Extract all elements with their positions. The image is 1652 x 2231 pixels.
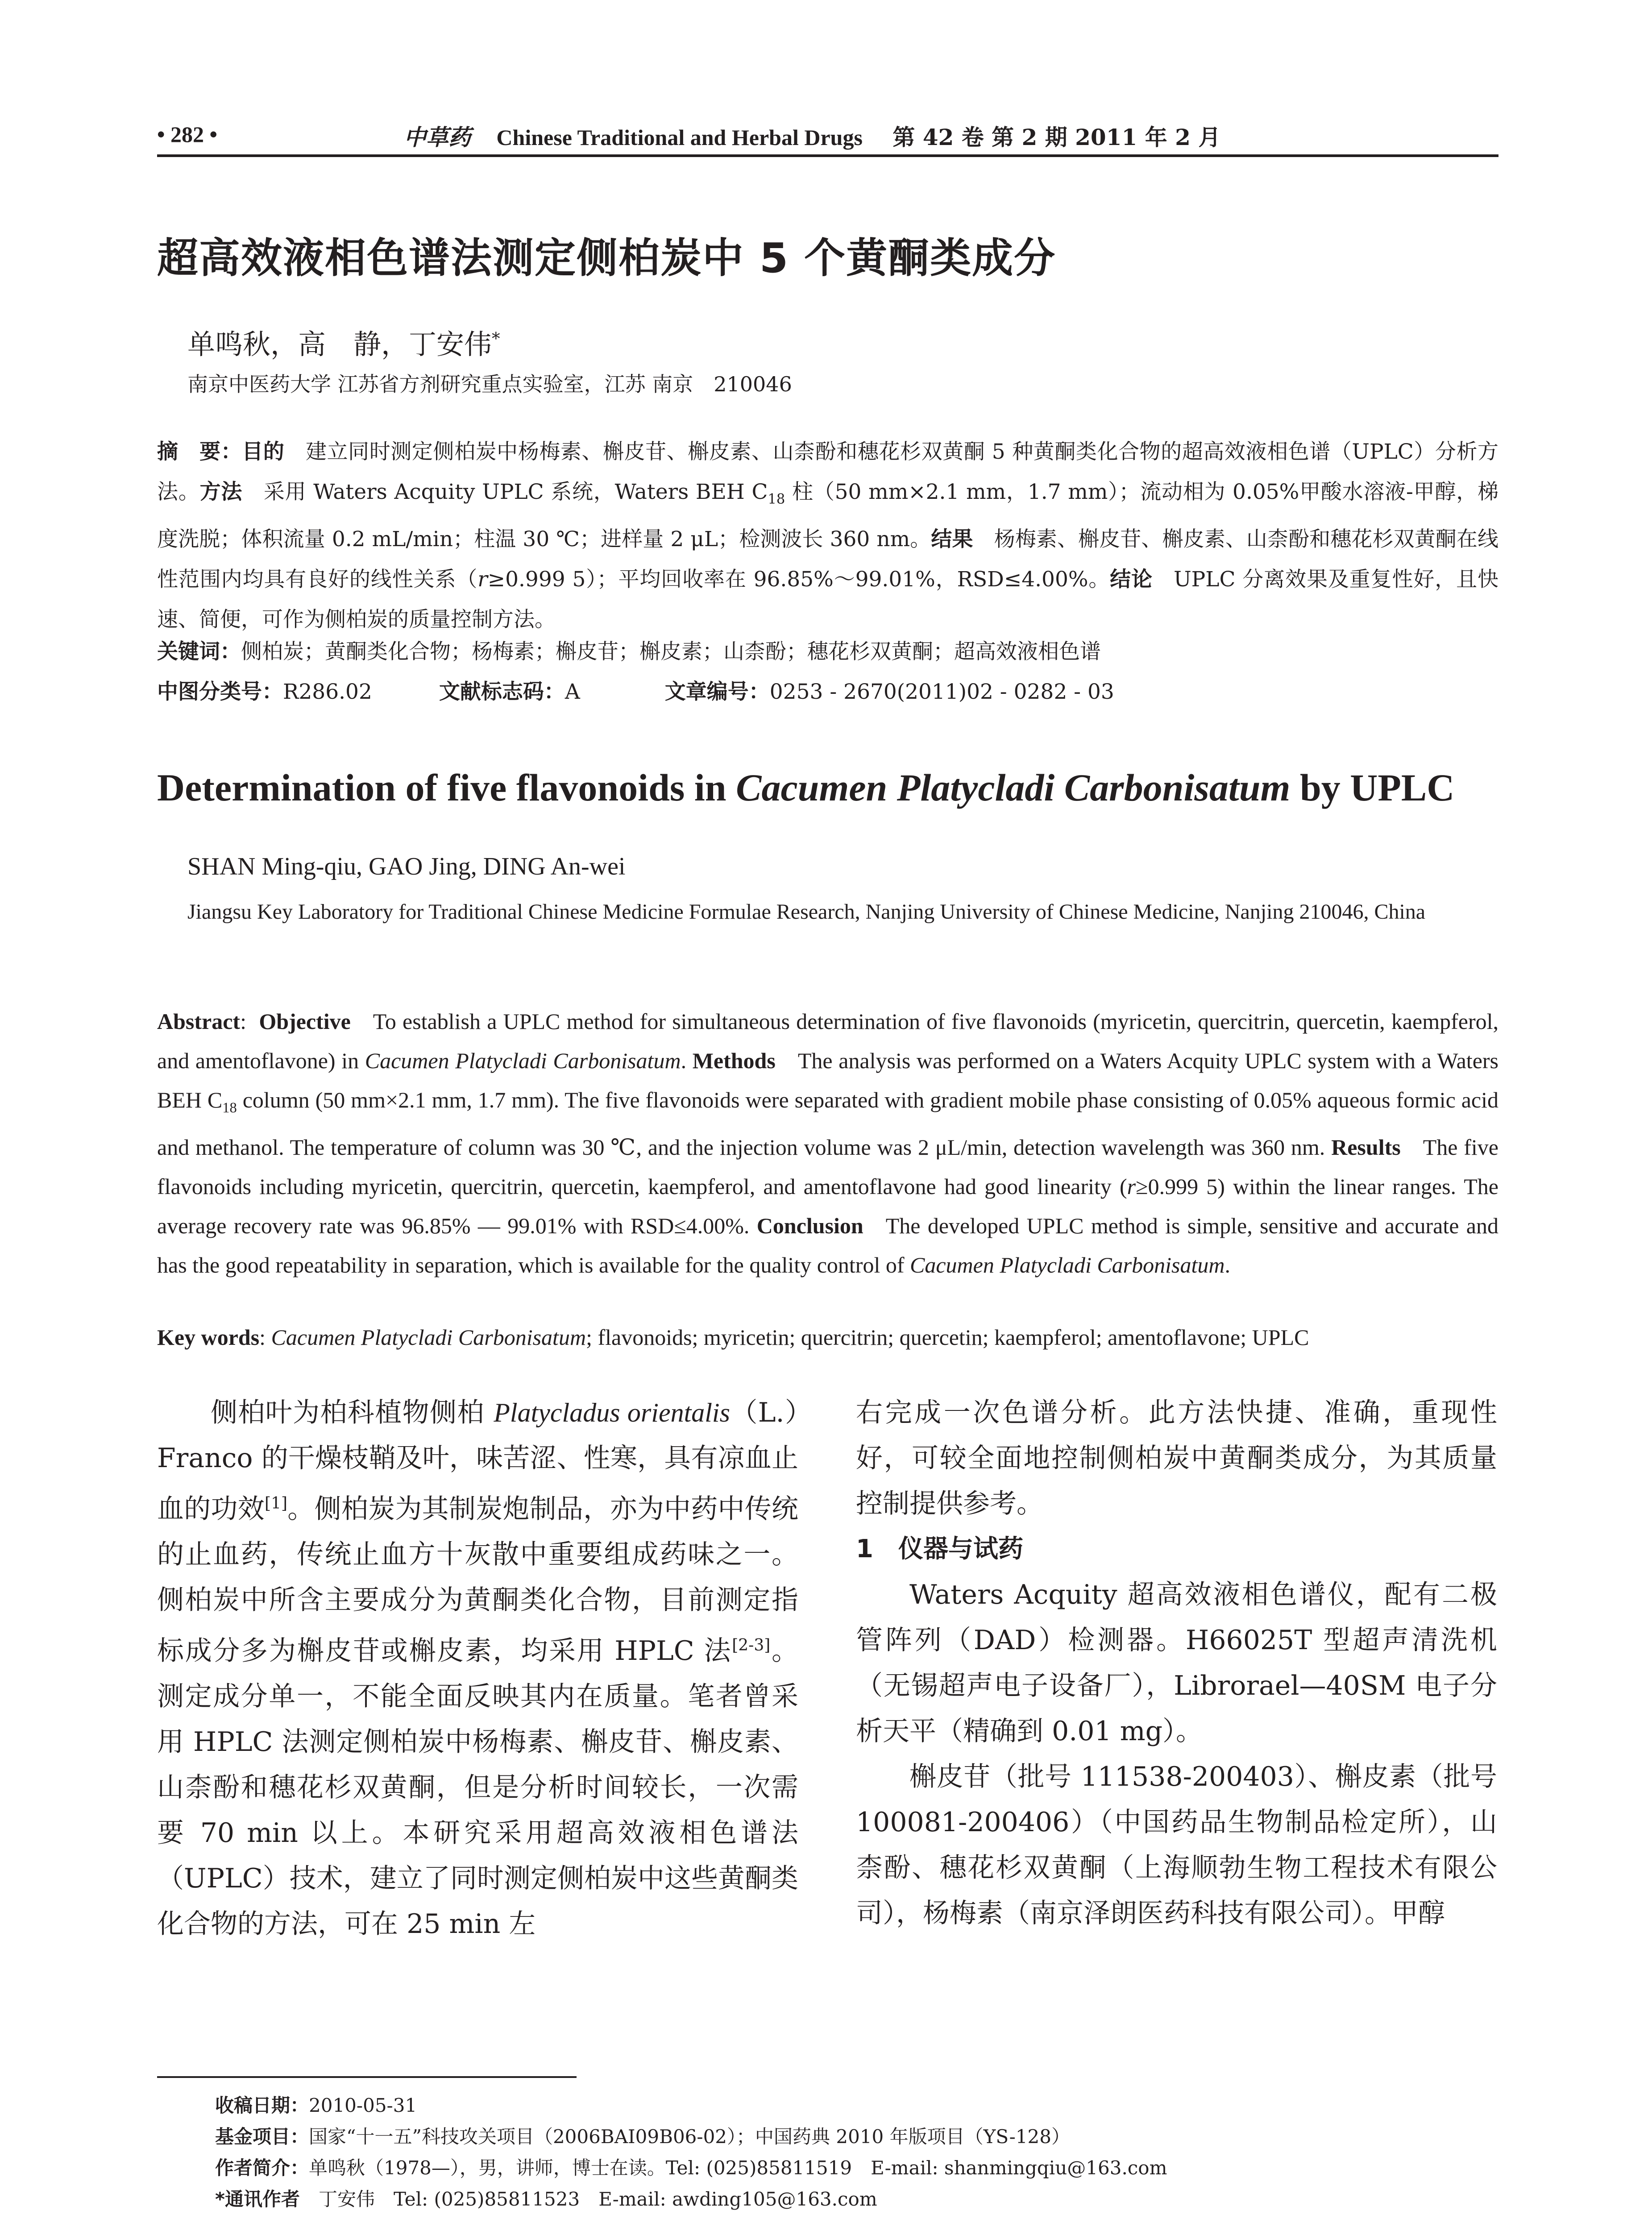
intro-text-b: （L.）Franco 的干燥枝鞘及叶，味苦涩、性寒，具有凉血止血的功效: [157, 1397, 798, 1525]
received-label: 收稿日期：: [215, 2094, 309, 2116]
intro-paragraph-cont: 右完成一次色谱分析。此方法快捷、准确，重现性好，可较全面地控制侧柏炭中黄酮类成分，为其质量控制提供参考。: [856, 1397, 1497, 1519]
en-objective-text: To establish a UPLC method for simultaneous determination of five flavonoids (myricetin, quercitrin, quercetin, kaempferol, and amentoflavone) in: [157, 1009, 1498, 1073]
results-label: 结果: [931, 527, 973, 552]
en-keywords-text: ; flavonoids; myricetin; quercitrin; quercetin; kaempferol; amentoflavone; UPLC: [586, 1325, 1309, 1350]
keywords-label: 关键词：: [157, 639, 241, 664]
english-title-part1: Determination of five flavonoids in: [157, 766, 736, 809]
conclusion-label: 结论: [1110, 567, 1153, 592]
objective-text: 建立同时测定侧柏炭中杨梅素、槲皮苷、槲皮素、山柰酚和穗花杉双黄酮 5 种黄酮类化合物的超高效液相色谱（UPLC）分析方法。: [157, 440, 1499, 504]
footnote-corresponding: [157, 2184, 1498, 2215]
en-conclusion-label: Conclusion: [756, 1213, 863, 1238]
conclusion-text: UPLC 分离效果及重复性好，且快速、简便，可作为侧柏炭的质量控制方法。: [157, 567, 1498, 632]
header-rule: [157, 154, 1498, 157]
footnote-fund: [157, 2121, 1498, 2152]
bio-text: 单鸣秋（1978—），男，讲师，博士在读。Tel: (025)85811519 E-mail: shanmingqiu@163.com: [309, 2157, 1167, 2179]
english-title-italic: Cacumen Platycladi Carbonisatum: [736, 766, 1291, 809]
intro-text-d: 。测定成分单一，不能全面反映其内在质量。笔者曾采用 HPLC 法测定侧柏炭中杨梅素、槲皮苷、槲皮素、山柰酚和穗花杉双黄酮，但是分析时间较长，一次需要 70 min 以上。本研究采用超高效液相色谱法（UPLC）技术，建立了同时测定侧柏炭中这些黄酮类化合物的方法，可在 25 min 左: [157, 1635, 798, 1940]
instruments-paragraph: Waters Acquity 超高效液相色谱仪，配有二极管阵列（DAD）检测器。H66025T 型超声清洗机（无锡超声电子设备厂），Librorael—40SM 电子分析天平（精确到 0.01 mg）。: [856, 1579, 1497, 1747]
en-conclusion-text: The developed UPLC method is simple, sensitive and accurate and has the good repeatability in separation, which is available for the quality control of: [157, 1213, 1498, 1277]
en-abstract-label: Abstract: [157, 1009, 241, 1034]
abstract-label: 摘 要：: [157, 440, 242, 464]
english-title-part2: by UPLC: [1290, 766, 1455, 809]
bio-label: 作者简介：: [215, 2157, 309, 2179]
chinese-keywords: [157, 632, 1498, 672]
en-keywords-italic: Cacumen Platycladi Carbonisatum: [271, 1325, 586, 1350]
en-conclusion-italic: Cacumen Platycladi Carbonisatum: [910, 1252, 1225, 1277]
methods-text-cont: 柱（50 mm×2.1 mm，1.7 mm）；流动相为 0.05%甲酸水溶液-甲醇，梯度洗脱；体积流量 0.2 mL/min；柱温 30 ℃；进样量 2 μL；检测波长 360 nm。: [157, 480, 1498, 552]
english-title: [157, 765, 1454, 810]
en-keywords-label: Key words: [157, 1325, 260, 1350]
intro-text-a: 侧柏叶为柏科植物侧柏: [211, 1397, 494, 1428]
en-methods-label: Methods: [692, 1048, 776, 1073]
citation-2-3: [2-3]: [732, 1636, 771, 1655]
chinese-title: 超高效液相色谱法测定侧柏炭中 5 个黄酮类成分: [157, 234, 1056, 282]
clc-label: 中图分类号：: [157, 680, 283, 704]
en-objective-italic: Cacumen Platycladi Carbonisatum: [365, 1048, 681, 1073]
en-objective-label: Objective: [259, 1009, 351, 1034]
citation-1: [1]: [265, 1494, 288, 1513]
intro-paragraph: [157, 1390, 798, 1947]
en-results-text-cont: ≥0.999 5) within the linear ranges. The average recovery rate was 96.85% — 99.01% with RSD≤4.00%.: [157, 1174, 1498, 1238]
intro-text-c: 。侧柏炭为其制炭炮制品，亦为中药中传统的止血药，传统止血方十灰散中重要组成药味之一。侧柏炭中所含主要成分为黄酮类化合物，目前测定指标成分多为槲皮苷或槲皮素，均采用 HPLC 法: [157, 1493, 799, 1667]
footnote-rule: [157, 2076, 577, 2078]
journal-name-en: Chinese Traditional and Herbal Drugs: [496, 125, 863, 150]
footnote-received: [157, 2090, 1498, 2121]
results-text-cont: ≥0.999 5）；平均回收率在 96.85%～99.01%，RSD≤4.00%。: [487, 567, 1110, 592]
page-number: • 282 •: [157, 122, 218, 147]
english-abstract: Abstract: Objective To establish a UPLC method for simultaneous determination of five flavonoids (myricetin, quercitrin, quercetin, kaempferol, and amentoflavone) in Cacumen Platycladi Carbonisatum. Methods The analysis was performed on a Waters Acquity UPLC system with a Waters BEH $C_{18}$ column (50 mm×2.1 mm, 1.7 mm). The five flavonoids were separated with gradient mobile phase consisting of 0.05% aqueous formic acid and methanol. The temperature of column was 30 ℃, and the injection volume was 2 μL/min, detection wavelength was 360 nm. Results The five flavonoids including myricetin, quercitrin, quercetin, kaempferol, and amentoflavone had good linearity (r≥0.999 5) within the linear ranges. The average recovery rate was 96.85% — 99.01% with RSD≤4.00%. Conclusion The developed UPLC method is simple, sensitive and accurate and has the good repeatability in separation, which is available for the quality control of Cacumen Platycladi Carbonisatum.: [157, 1009, 1499, 1277]
en-objective-end: .: [681, 1048, 687, 1073]
corresponding-label: *通讯作者: [215, 2188, 300, 2210]
footnotes: [157, 2090, 1498, 2215]
methods-text: 采用 Waters Acquity UPLC 系统，Waters BEH C: [263, 480, 768, 504]
en-methods-text-cont: column (50 mm×2.1 mm, 1.7 mm). The five flavonoids were separated with gradient mobile phase consisting of 0.05% aqueous formic acid and methanol. The temperature of column was 30 ℃, and the injection volume was 2 μL/min, detection wavelength was 360 nm.: [157, 1087, 1498, 1160]
methods-label: 方法: [199, 480, 243, 504]
en-results-label: Results: [1331, 1135, 1401, 1160]
body-right-column: [856, 1390, 1497, 1936]
clc-value: R286.02: [283, 680, 372, 704]
en-conclusion-end: .: [1224, 1252, 1230, 1277]
en-methods-subscript: 18: [222, 1100, 237, 1116]
section-heading-1: 1 仪器与试药: [856, 1534, 1023, 1563]
en-results-r: r: [1127, 1174, 1136, 1199]
en-results-text: The five flavonoids including myricetin, quercitrin, quercetin, kaempferol, and amentoflavone had good linearity (: [157, 1135, 1498, 1199]
results-r: r: [477, 567, 488, 592]
article-number-label: 文章编号：: [664, 680, 770, 704]
english-keywords: Key words: Cacumen Platycladi Carbonisatum; flavonoids; myricetin; quercitrin; quercetin; kaempferol; amentoflavone; UPLC: [157, 1325, 1309, 1350]
chinese-author-names: 单鸣秋，高 静，丁安伟: [187, 328, 492, 361]
methods-subscript: 18: [768, 491, 785, 507]
keywords-text: 侧柏炭；黄酮类化合物；杨梅素；槲皮苷；槲皮素；山柰酚；穗花杉双黄酮；超高效液相色谱: [241, 639, 1101, 664]
doc-code-value: A: [565, 680, 580, 704]
corresponding-mark: *: [492, 328, 500, 348]
species-name: Platycladus orientalis: [494, 1398, 730, 1427]
objective-label: 目的: [242, 440, 285, 464]
english-authors: SHAN Ming-qiu, GAO Jing, DING An-wei: [187, 853, 626, 880]
body-left-column: [157, 1390, 798, 1947]
fund-label: 基金项目：: [215, 2126, 309, 2148]
results-text: 杨梅素、槲皮苷、槲皮素、山柰酚和穗花杉双黄酮在线性范围内均具有良好的线性关系（: [157, 527, 1499, 592]
article-number-value: 0253 - 2670(2011)02 - 0282 - 03: [769, 680, 1114, 704]
journal-name-cn: 中草药: [404, 124, 471, 150]
footnote-bio: [157, 2152, 1498, 2184]
doc-code-label: 文献标志码：: [439, 680, 565, 704]
en-methods-text: The analysis was performed on a Waters Acquity UPLC system with a Waters BEH C: [157, 1048, 1499, 1112]
fund-text: 国家“十一五”科技攻关项目（2006BAI09B06-02）；中国药典 2010 年版项目（YS-128）: [309, 2126, 1071, 2148]
received-date: 2010-05-31: [309, 2094, 417, 2116]
reagents-paragraph: 槲皮苷（批号 111538-200403）、槲皮素（批号 100081-200406）（中国药品生物制品检定所），山柰酚、穗花杉双黄酮（上海顺勃生物工程技术有限公司），杨梅素（南京泽朗医药科技有限公司）。甲醇: [856, 1761, 1497, 1929]
corresponding-text: 丁安伟 Tel: (025)85811523 E-mail: awding105@163.com: [318, 2188, 877, 2210]
chinese-affiliation: 南京中医药大学 江苏省方剂研究重点实验室，江苏 南京 210046: [187, 372, 792, 396]
english-affiliation: Jiangsu Key Laboratory for Traditional Chinese Medicine Formulae Research, Nanjing University of Chinese Medicine, Nanjing 210046, China: [187, 900, 1426, 924]
journal-header: [404, 120, 1220, 152]
classification-line: [157, 672, 1498, 712]
chinese-abstract: [157, 432, 1498, 640]
journal-issue: 第 42 卷 第 2 期 2011 年 2 月: [892, 124, 1221, 150]
chinese-authors: [187, 322, 500, 362]
